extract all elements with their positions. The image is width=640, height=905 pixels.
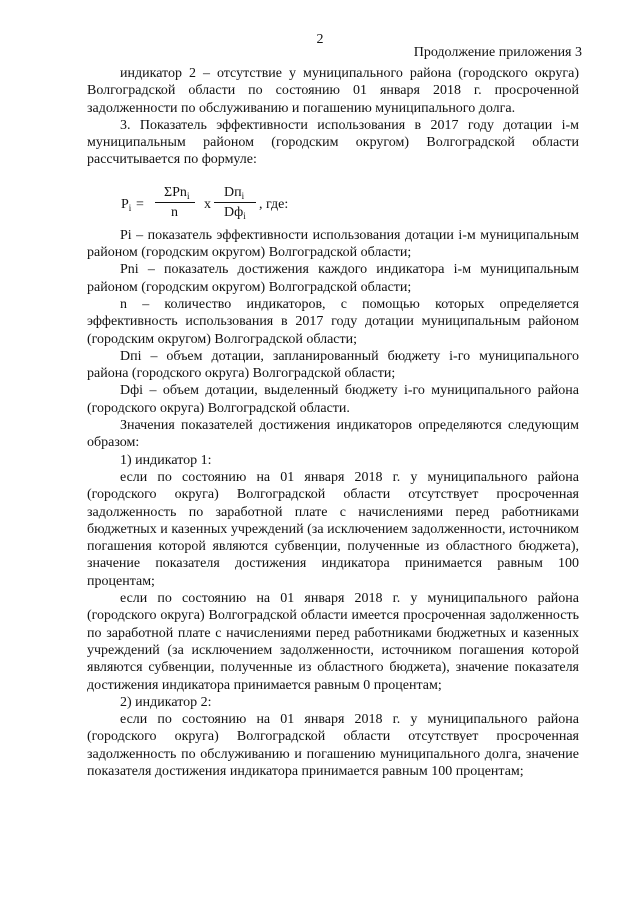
- paragraph-section-3: 3. Показатель эффективности использования в 2017 году дотации i-м муниципальным районом (городским округом) Волгоградской области рассчитывается по формуле:: [87, 117, 579, 168]
- paragraph-indicator-1-present: если по состоянию на 01 января 2018 г. у муниципального района (городского округа) Волгоградской области имеется просроченная задолженность по заработной плате с начислениями перед работниками бюджетных и казенных учреждений (за исключением задолженности, источником погашения которой являются субвенции, полученные из областного бюджета), значение показателя достижения индикатора принимается равным 0 процентам;: [87, 591, 579, 693]
- paragraph-indicator-2-definition: индикатор 2 – отсутствие у муниципального района (городского округа) Волгоградской области по состоянию 01 января 2018 г. просроченной задолженности по обслуживанию и погашению муниципального долга.: [87, 66, 579, 116]
- appendix-continuation-label: Продолжение приложения 3: [413, 45, 582, 60]
- formula-equals: =: [136, 196, 144, 212]
- efficiency-formula: [87, 181, 579, 227]
- fraction-bar-2: [214, 202, 256, 203]
- paragraph-indicator-1-heading: 1) индикатор 1:: [120, 452, 212, 468]
- formula-numerator-planned: $Dп_i$: [224, 184, 245, 201]
- paragraph-definition-n: n – количество индикаторов, с помощью которых определяется эффективность использования в 2017 году дотации муниципальным районом (городским округом) Волгоградской области;: [87, 296, 579, 347]
- paragraph-indicator-2-heading: 2) индикатор 2:: [120, 694, 212, 710]
- formula-lhs: $P_i$: [121, 196, 132, 213]
- paragraph-definition-pni: Pni – показатель достижения каждого индикатора i-м муниципальным районом (городским округом) Волгоградской области;: [87, 262, 579, 295]
- paragraph-definition-dpi: Dпi – объем дотации, запланированный бюджету i-го муниципального района (городского округа) Волгоградской области;: [87, 348, 579, 382]
- paragraph-values-intro: Значения показателей достижения индикаторов определяются следующим образом:: [87, 418, 579, 451]
- fraction-bar-1: [155, 202, 195, 203]
- formula-numerator-sum: ΣPn$_i$: [164, 184, 190, 201]
- paragraph-definition-dfi: Dфi – объем дотации, выделенный бюджету i-го муниципального района (городского округа) Волгоградской области.: [87, 383, 579, 416]
- paragraph-indicator-2-absent: если по состоянию на 01 января 2018 г. у муниципального района (городского округа) Волгоградской области отсутствует просроченная задолженность по обслуживанию и погашению муниципального долга, значение показателя достижения индикатора принимается равным 100 процентам;: [87, 712, 579, 779]
- document-body: [87, 65, 579, 780]
- formula-denominator-allocated: $Dф_i$: [224, 204, 246, 221]
- paragraph-indicator-1-absent: если по состоянию на 01 января 2018 г. у муниципального района (городского округа) Волгоградской области отсутствует просроченная задолженность по заработной плате с начислениями перед работниками бюджетных и казенных учреждений (за исключением задолженности, источником погашения которой являются субвенции, полученные из областного бюджета), значение показателя достижения индикатора принимается равным 100 процентам;: [87, 469, 579, 589]
- page-number: 2: [316, 32, 324, 47]
- formula-tail: , где:: [259, 196, 289, 212]
- paragraph-definition-pi: Pi – показатель эффективности использования дотации i-м муниципальным районом (городским округом) Волгоградской области;: [87, 227, 579, 261]
- formula-times: x: [204, 196, 211, 212]
- formula-denominator-n: n: [171, 204, 178, 220]
